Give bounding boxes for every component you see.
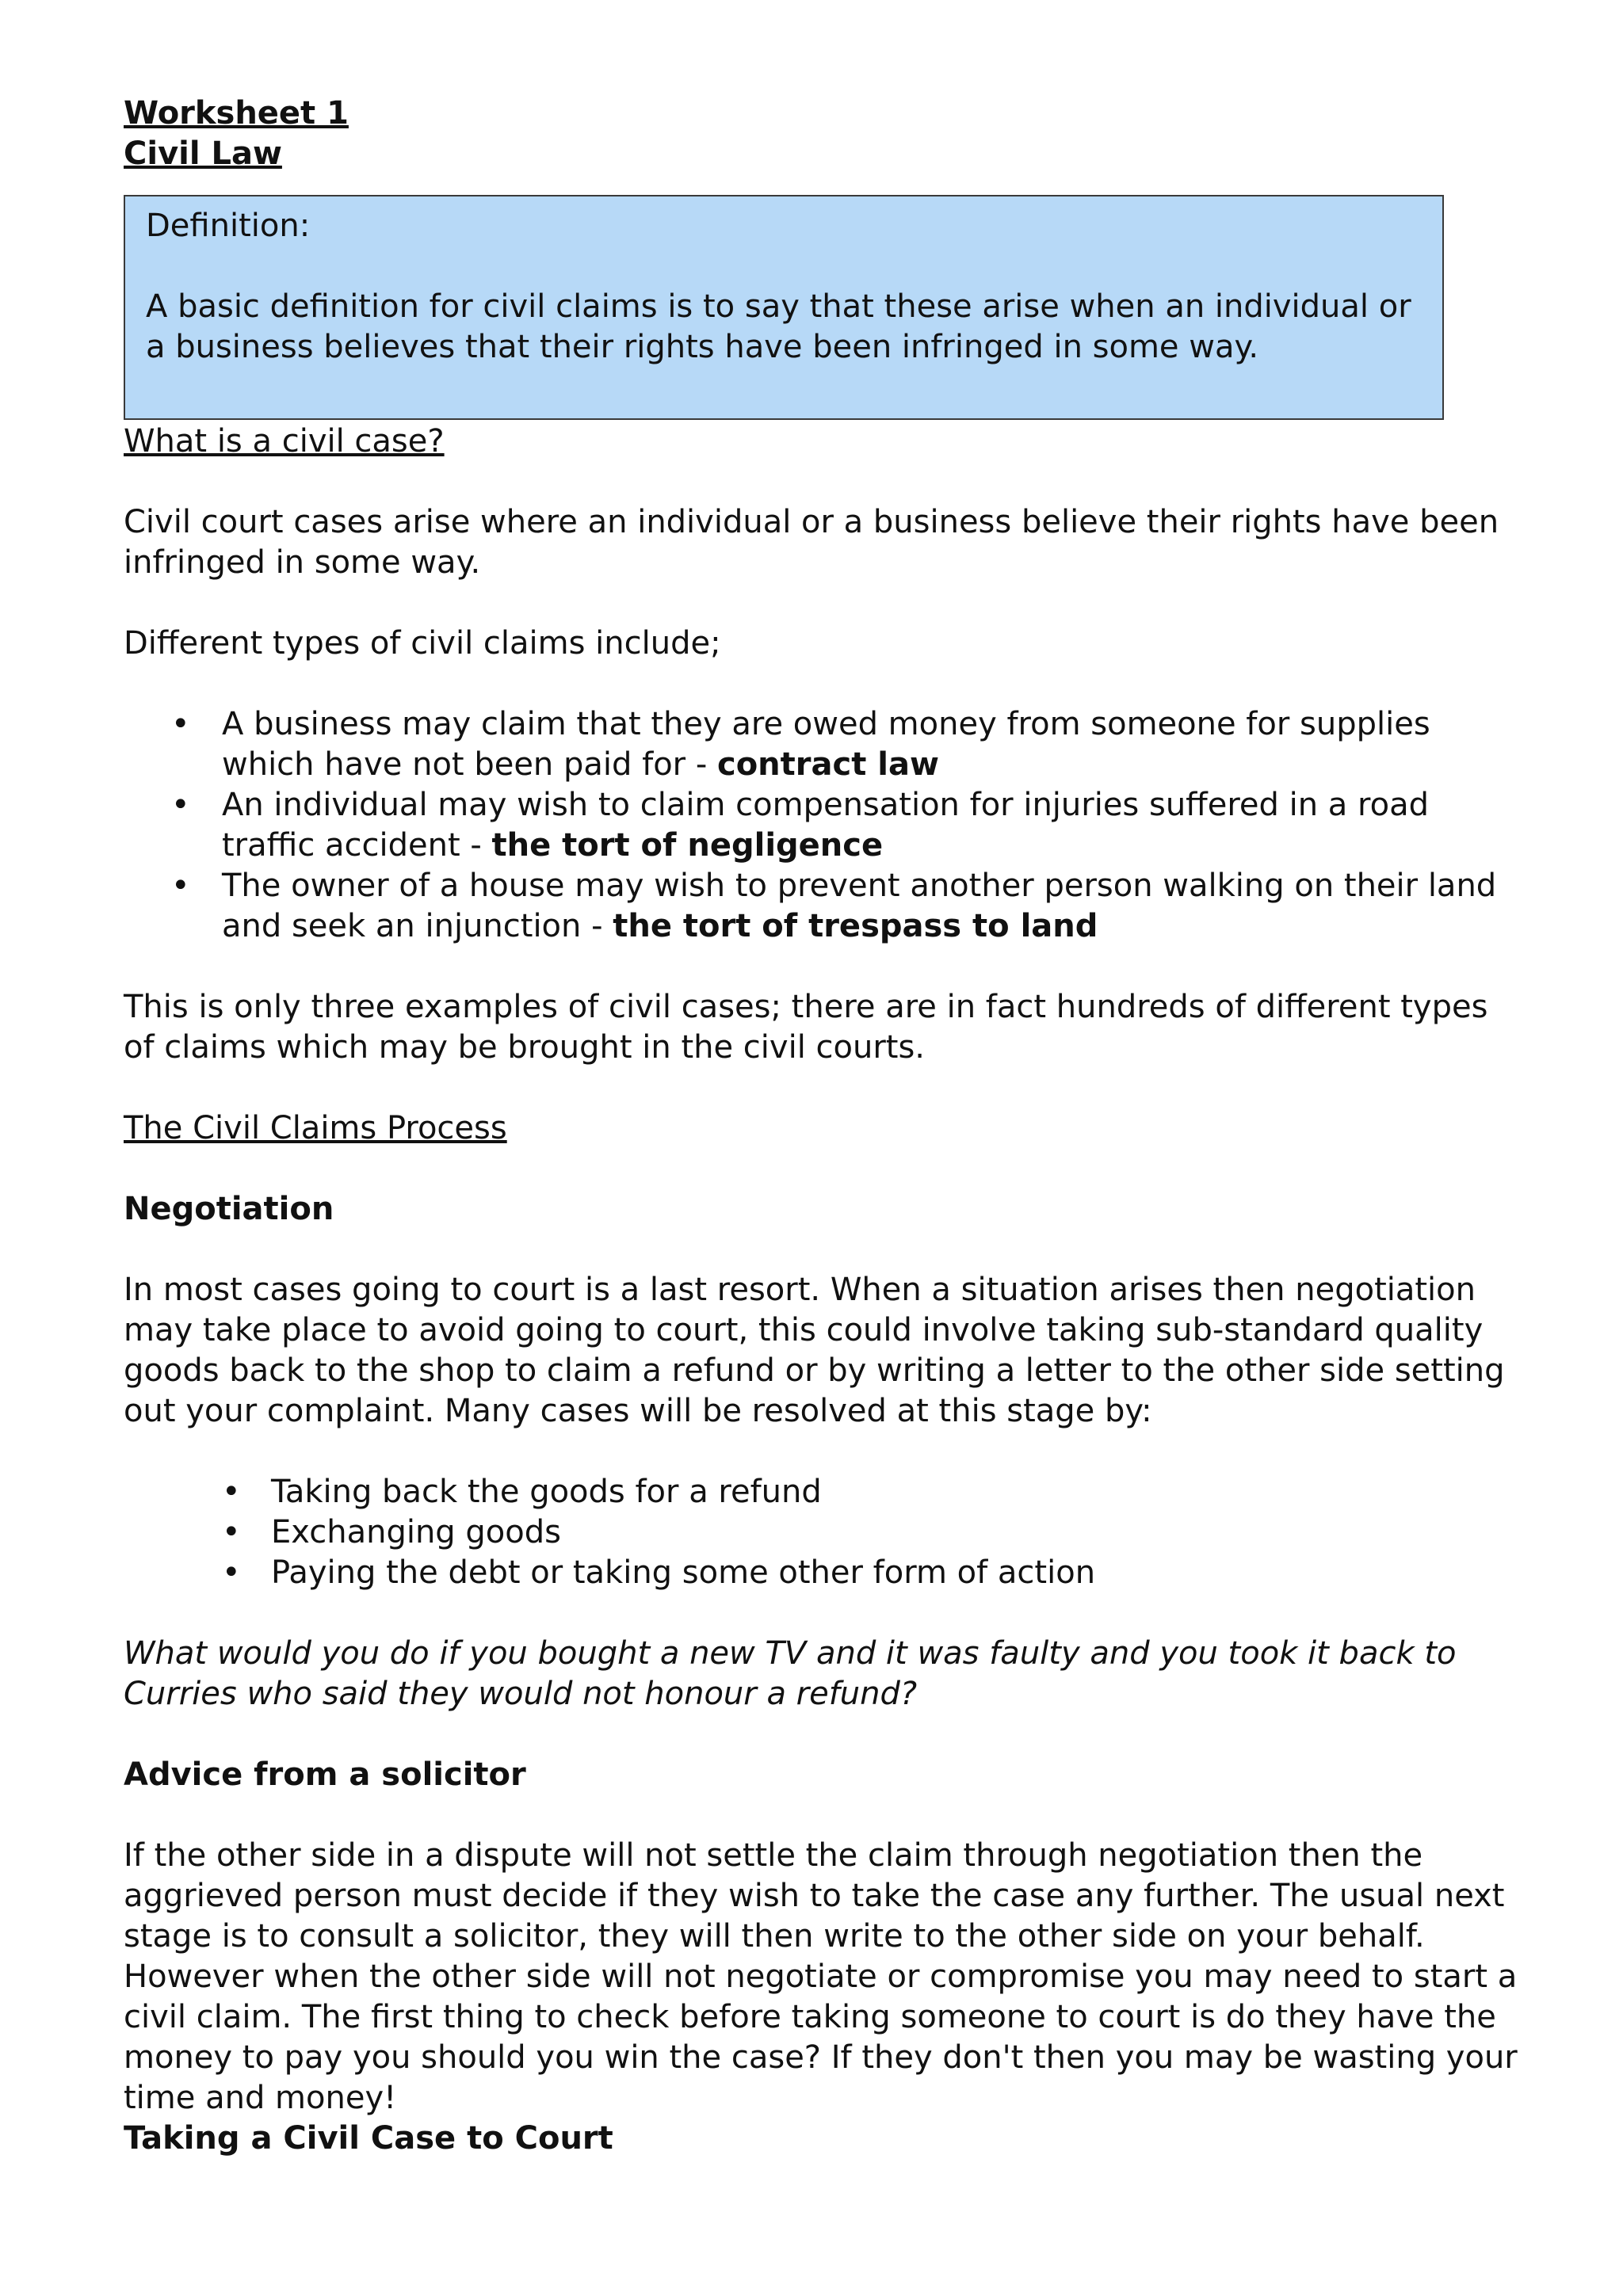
types-intro: Different types of civil claims include; [124, 625, 721, 662]
resolution-list [124, 1472, 1518, 1593]
list-item: • Exchanging goods [124, 1512, 1518, 1553]
worksheet-title: Worksheet 1 [124, 95, 349, 132]
negotiation-text: In most cases going to court is a last resort. When a situation arises then negotiation may take place to avoid going to court, this could involve taking sub-standard quality goods back to the shop to claim a refund or by writing a letter to the other side setting out your complaint. Many cases will be resolved at this stage by: [124, 1272, 1505, 1429]
list-item: • Taking back the goods for a refund [124, 1472, 1518, 1512]
list-item: • The owner of a house may wish to prevent another person walking on their land and seek an injunction - the tort of trespass to land [124, 866, 1518, 947]
list-item: • A business may claim that they are owed money from someone for supplies which have not been paid for - contract law [124, 704, 1518, 785]
definition-label: Definition: [146, 208, 311, 244]
list-item: • An individual may wish to claim compensation for injuries suffered in a road traffic accident - the tort of negligence [124, 785, 1518, 866]
examples-note: This is only three examples of civil cases; there are in fact hundreds of different types of claims which may be brought in the civil courts. [124, 989, 1488, 1066]
negotiation-heading: Negotiation [124, 1191, 334, 1227]
court-heading: Taking a Civil Case to Court [124, 2120, 613, 2157]
list-item: • Paying the debt or taking some other form of action [124, 1553, 1518, 1593]
definition-text: A basic definition for civil claims is to say that these arise when an individual or a business believes that their rights have been infringed in some way. [146, 288, 1411, 365]
process-heading: The Civil Claims Process [124, 1110, 507, 1146]
advice-heading: Advice from a solicitor [124, 1756, 526, 1793]
negotiation-question: What would you do if you bought a new TV and it was faulty and you took it back to Curries who said they would not honour a refund? [124, 1635, 1457, 1712]
advice-text: If the other side in a dispute will not settle the claim through negotiation then the aggrieved person must decide if they wish to take the case any further. The usual next stage is to consult a solicitor, they will then write to the other side on your behalf. However when the other side will not negotiate or compromise you may need to start a civil claim. The first thing to check before taking someone to court is do they have the money to pay you should you win the case? If they don't then you may be wasting your time and money! [124, 1837, 1518, 2116]
claim-types-list [124, 704, 1518, 947]
worksheet-subject: Civil Law [124, 135, 282, 172]
what-is-intro: Civil court cases arise where an individual or a business believe their rights have been infringed in some way. [124, 504, 1499, 581]
what-is-heading: What is a civil case? [124, 423, 445, 460]
worksheet-page [124, 93, 1518, 2159]
definition-box [124, 195, 1444, 420]
